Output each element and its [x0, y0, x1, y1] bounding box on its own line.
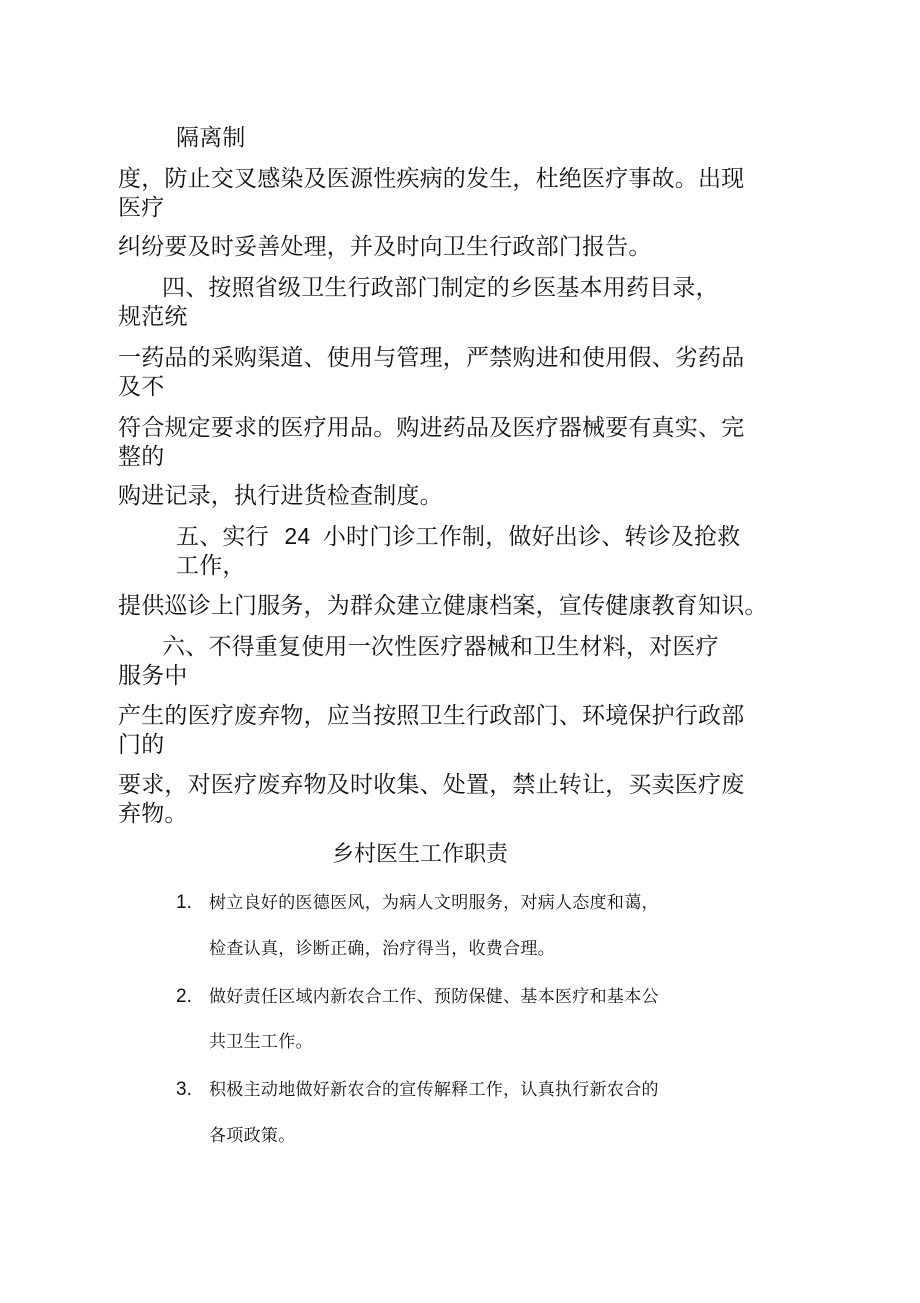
section-title: 乡村医生工作职责: [332, 842, 509, 867]
paragraph-line: 及不: [118, 374, 165, 400]
paragraph-line: 符合规定要求的医疗用品。购进药品及医疗器械要有真实、完: [118, 415, 745, 441]
list-item-text: 做好责任区域内新农合工作、预防保健、基本医疗和基本公: [209, 987, 659, 1007]
list-item-number: 3.: [176, 1079, 192, 1100]
list-item-text: 共卫生工作。: [209, 1032, 313, 1052]
list-item-text: 各项政策。: [209, 1126, 296, 1146]
paragraph-line: 整的: [118, 444, 165, 470]
paragraph-number: 24: [284, 523, 311, 549]
paragraph-line: 四、按照省级卫生行政部门制定的乡医基本用药目录，: [162, 275, 719, 301]
paragraph-line: 医疗: [118, 195, 165, 221]
paragraph-text: 小时门诊工作制，做好出诊、转诊及抢救: [322, 524, 741, 550]
list-item-text: 积极主动地做好新农合的宣传解释工作，认真执行新农合的: [209, 1080, 659, 1100]
paragraph-line: 提供巡诊上门服务，为群众建立健康档案，宣传健康教育知识。: [118, 593, 768, 619]
paragraph-line: 购进记录，执行进货检查制度。: [118, 483, 443, 509]
list-item-text: 检查认真，诊断正确，治疗得当，收费合理。: [209, 939, 555, 959]
paragraph-line: 门的: [118, 732, 165, 758]
list-item-number: 2.: [176, 986, 192, 1007]
paragraph-line: 度，防止交叉感染及医源性疾病的发生，杜绝医疗事故。出现: [118, 166, 745, 192]
paragraph-line: 工作，: [176, 553, 246, 579]
list-item-number: 1.: [176, 892, 192, 913]
paragraph-line: 要求，对医疗废弃物及时收集、处置，禁止转让，买卖医疗废: [118, 772, 745, 798]
paragraph-text: 五、实行: [176, 524, 269, 550]
paragraph-line: 纠纷要及时妥善处理，并及时向卫生行政部门报告。: [118, 234, 652, 260]
paragraph-line: [176, 521, 740, 552]
paragraph-line: 一药品的采购渠道、使用与管理，严禁购进和使用假、劣药品: [118, 345, 745, 371]
paragraph-line: 规范统: [118, 304, 188, 330]
paragraph-line: 弃物。: [118, 801, 188, 827]
paragraph-line: 产生的医疗废弃物，应当按照卫生行政部门、环境保护行政部: [118, 703, 745, 729]
paragraph-line: 隔离制: [176, 125, 246, 151]
paragraph-line: 服务中: [118, 663, 188, 689]
paragraph-line: 六、不得重复使用一次性医疗器械和卫生材料，对医疗: [162, 634, 719, 660]
list-item-text: 树立良好的医德医风，为病人文明服务，对病人态度和蔼，: [209, 893, 659, 913]
